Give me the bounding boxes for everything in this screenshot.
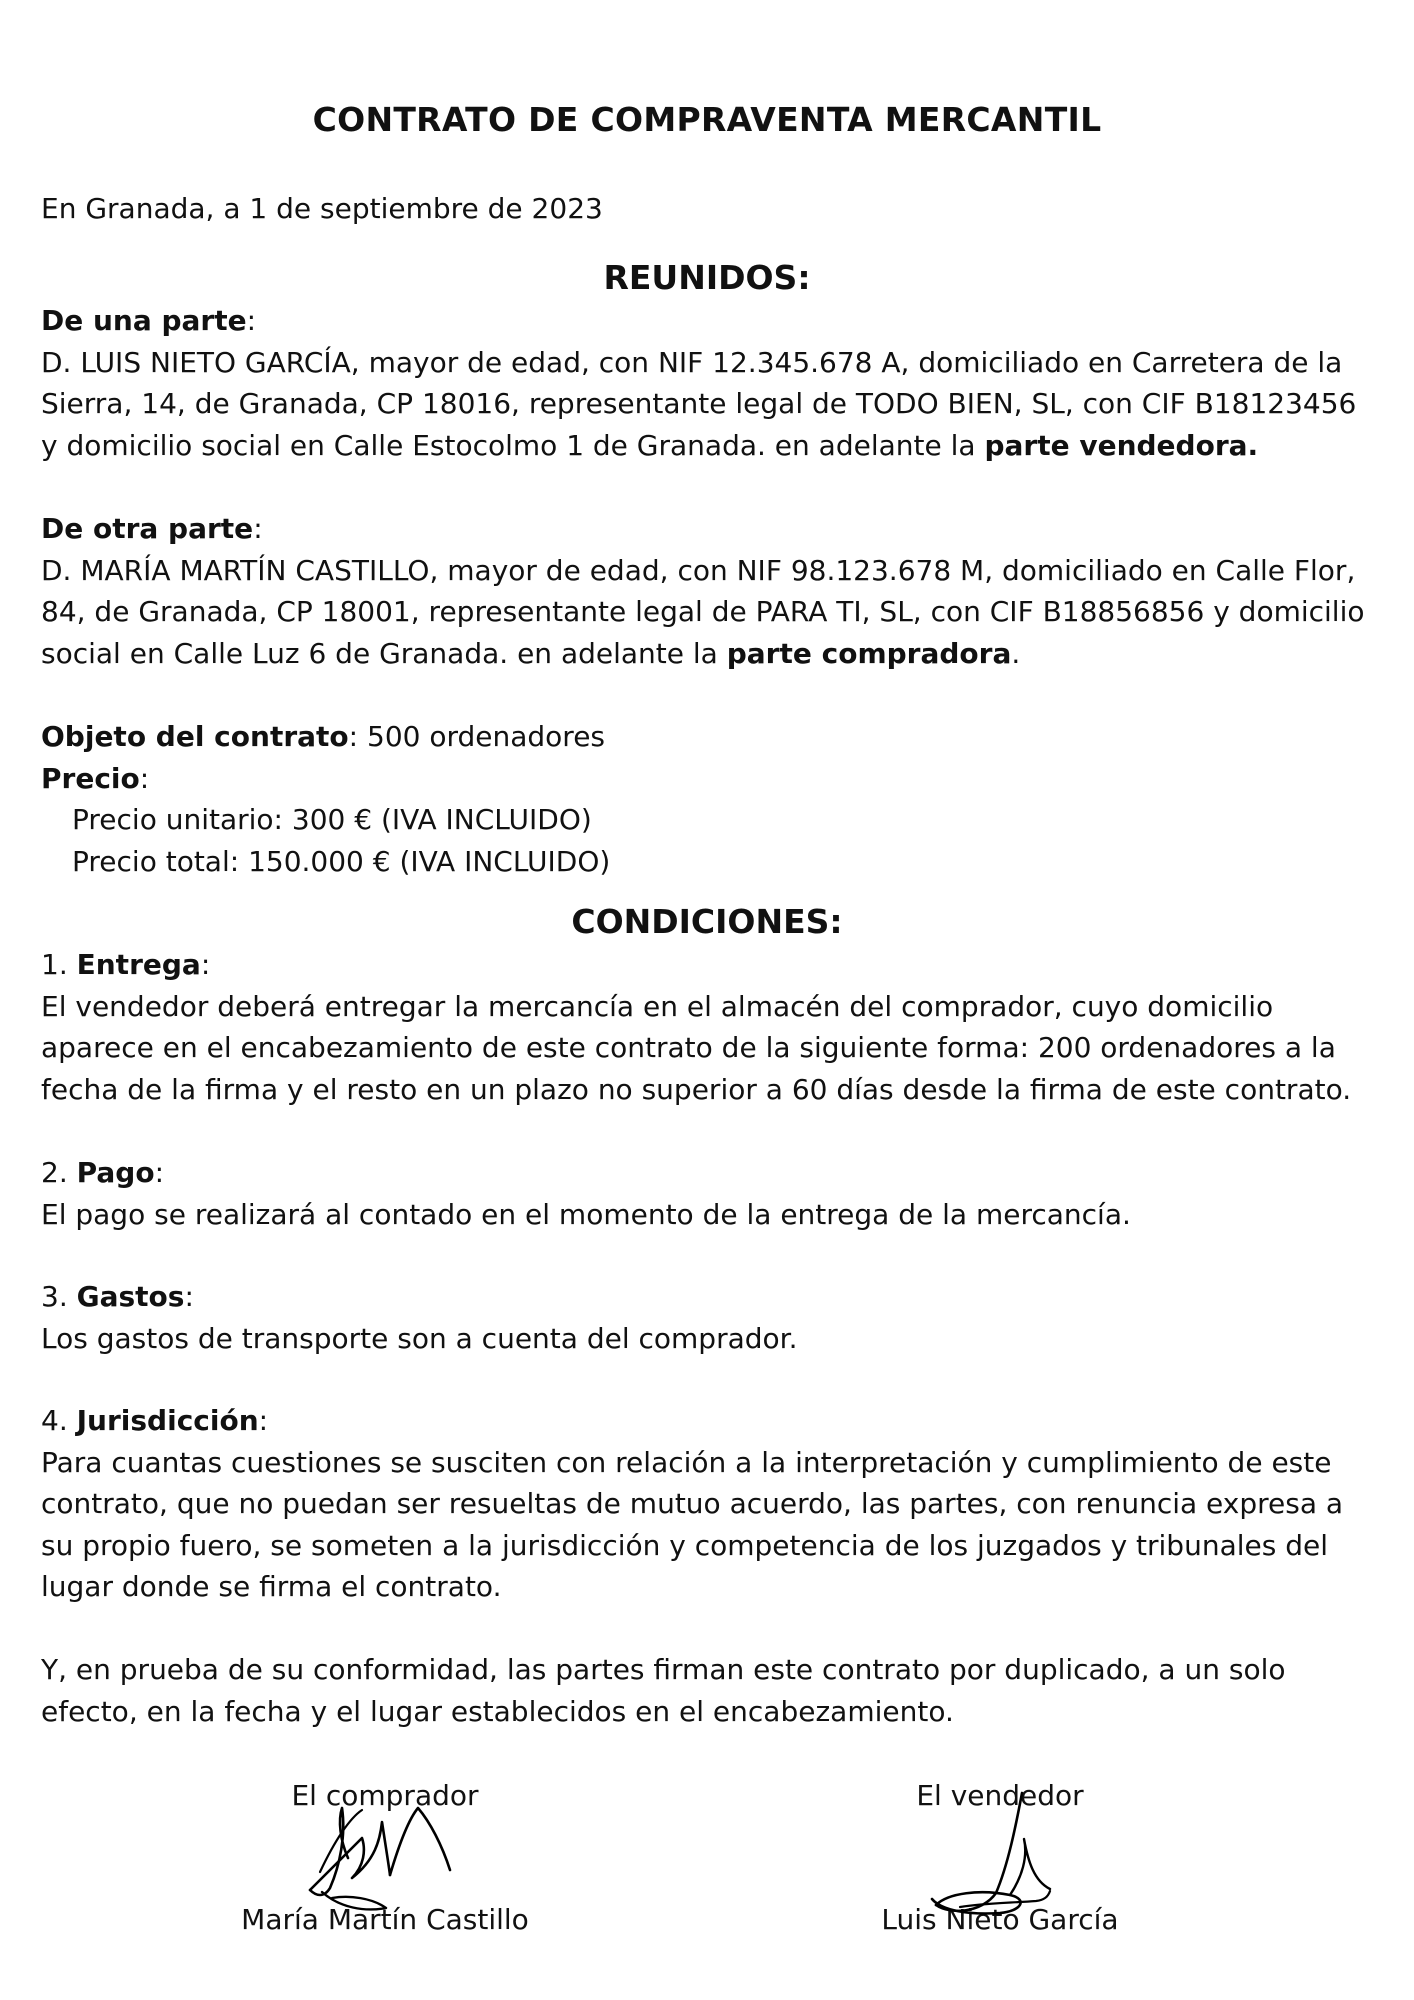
seller-text: D. LUIS NIETO GARCÍA, mayor de edad, con NIF 12.345.678 A, domiciliado en Carretera de la Sierra, 14, de Granada, CP 18016, representante legal de TODO BIEN, SL, con CIF B18123456 y domicilio social en Calle Estocolmo 1 de Granada. en adelante la [41,345,1357,462]
seller-signer-name: Luis Nieto García [881,1902,1119,1936]
object-label: Objeto del contrato [41,720,349,753]
unit-price: Precio unitario: 300 € (IVA INCLUIDO) [72,803,592,836]
buyer-label-colon: : [253,512,263,545]
condition-text: Para cuantas cuestiones se susciten con relación a la interpretación y cumplimiento de este contrato, que no puedan ser resueltas de mutuo acuerdo, las partes, con renuncia expresa a su propio fuero, se someten a la jurisdicción y competencia de los juzgados y tribunales del lugar donde se firma el contrato. [41,1445,1344,1603]
condition-number: 4. [41,1404,77,1437]
condition-title: Entrega [76,948,201,981]
document-title: CONTRATO DE COMPRAVENTA MERCANTIL [312,100,1102,139]
price-label: Precio [41,761,140,795]
buyer-text: D. MARÍA MARTÍN CASTILLO, mayor de edad, con NIF 98.123.678 M, domiciliado en Calle Flor, 84, de Granada, CP 18001, representante legal de PARA TI, SL, con CIF B18856856 y domicilio social en Calle Luz 6 de Granada. en adelante la [41,553,1365,670]
object-value: : 500 ordenadores [348,720,606,753]
condition-gastos [41,1276,1371,1359]
total-price: Precio total: 150.000 € (IVA INCLUIDO) [72,844,611,878]
seller-role-label: El vendedor [916,1779,1084,1812]
condition-title: Gastos [76,1280,185,1313]
reunidos-heading: REUNIDOS: [603,258,811,297]
condition-number: 2. [41,1156,77,1189]
condition-number: 1. [41,948,77,981]
buyer-label: De otra parte [41,512,254,545]
condition-jurisdiccion [41,1400,1371,1608]
condition-colon: : [184,1280,194,1313]
conditions-heading: CONDICIONES: [571,902,843,941]
seller-label-colon: : [246,304,257,337]
buyer-end: . [1011,636,1021,670]
buyer-party [41,508,1371,674]
seller-role: parte vendedora. [984,428,1259,462]
buyer-signature-block [155,1775,615,1940]
closing-paragraph: Y, en prueba de su conformidad, las partes firman este contrato por duplicado, a un solo efecto, en la fecha y el lugar establecidos en el encabezamiento. [41,1653,1286,1728]
condition-colon: : [258,1404,269,1437]
buyer-signer-name: María Martín Castillo [241,1902,529,1936]
seller-party [41,300,1371,466]
condition-title: Pago [76,1156,155,1189]
condition-entrega [41,944,1371,1110]
condition-colon: : [154,1156,165,1189]
place-date: En Granada, a 1 de septiembre de 2023 [41,192,603,225]
seller-signature-block [770,1775,1230,1940]
condition-text: El pago se realizará al contado en el momento de la entrega de la mercancía. [41,1197,1131,1231]
object-and-price [41,716,1371,882]
condition-pago [41,1152,1371,1235]
condition-title: Jurisdicción [76,1404,259,1437]
condition-number: 3. [41,1280,77,1313]
buyer-role: parte compradora [726,636,1012,670]
condition-text: Los gastos de transporte son a cuenta del comprador. [41,1321,798,1355]
condition-text: El vendedor deberá entregar la mercancía en el almacén del comprador, cuyo domicilio aparece en el encabezamiento de este contrato de la siguiente forma: 200 ordenadores a la fecha de la firma y el resto en un plazo no superior a 60 días desde la firma de este contrato. [41,989,1352,1106]
condition-colon: : [200,948,211,981]
price-label-colon: : [139,761,150,795]
seller-label: De una parte [41,304,247,337]
buyer-role-label: El comprador [291,1779,479,1812]
